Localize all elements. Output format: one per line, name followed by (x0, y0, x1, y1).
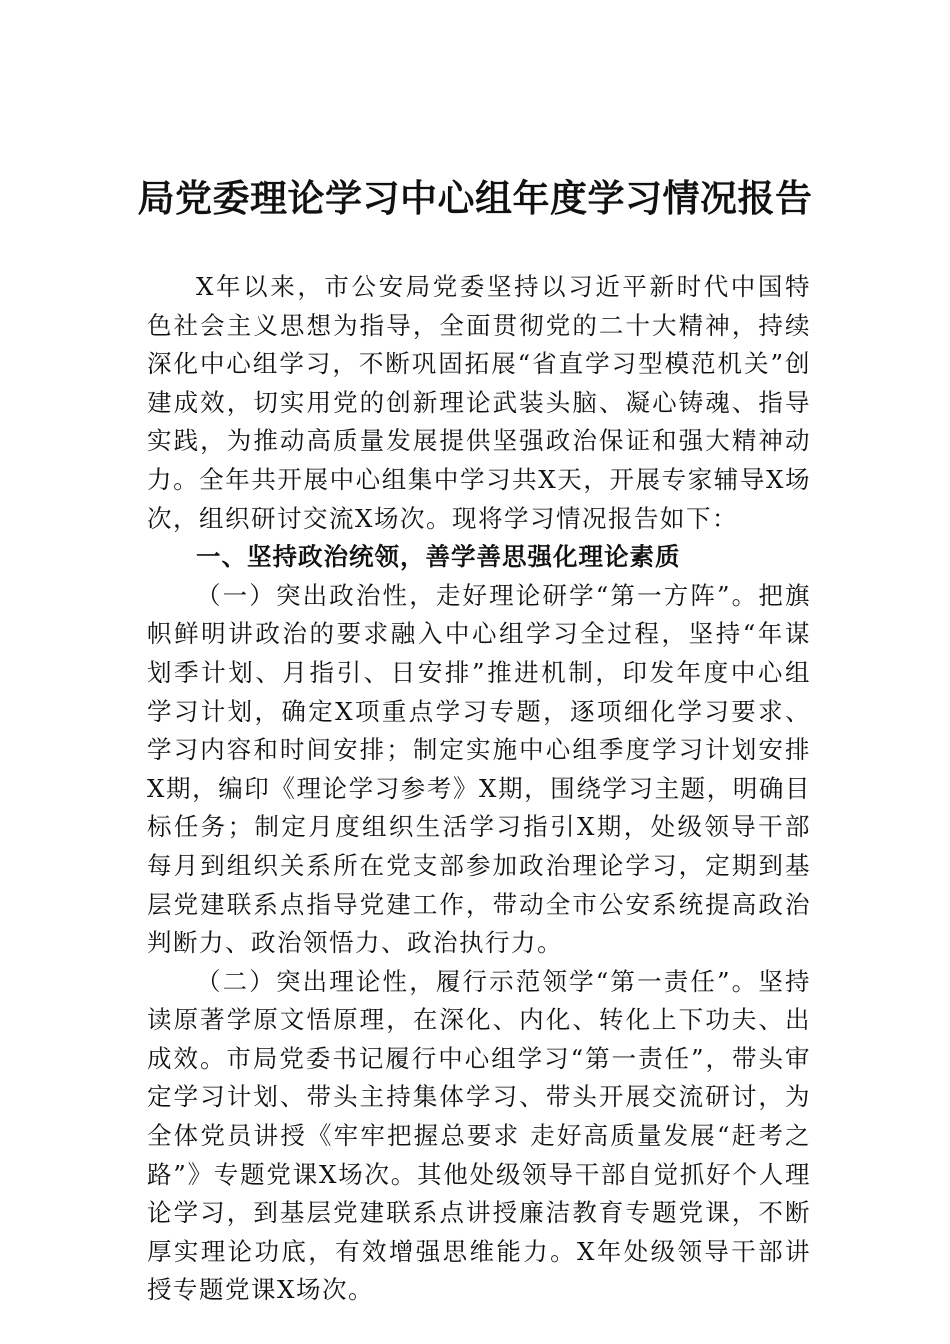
section-heading-1: 一、坚持政治统领，善学善思强化理论素质 (196, 542, 681, 572)
intro-paragraph: X年以来，市公安局党委坚持以习近平新时代中国特色社会主义思想为指导，全面贯彻党的二十大精神，持续深化中心组学习，不断巩固拓展“省直学习型模范机关”创建成效，切实用党的创新理论武装头脑、凝心铸魂、指导实践，为推动高质量发展提供坚强政治保证和强大精神动力。全年共开展中心组集中学习共X天，开展专家辅导X场次，组织研讨交流X场次。现将学习情况报告如下： (147, 272, 811, 533)
subsection-paragraph-2: （二）突出理论性，履行示范领学“第一责任”。坚持读原著学原文悟原理，在深化、内化、转化上下功夫、出成效。市局党委书记履行中心组学习“第一责任”，带头审定学习计划、带头主持集体学习、带头开展交流研讨，为全体党员讲授《牢牢把握总要求 走好高质量发展“赶考之路”》专题党课X场次。其他处级领导干部自觉抓好个人理论学习，到基层党建联系点讲授廉洁教育专题党课，不断厚实理论功底，有效增强思维能力。X年处级领导干部讲授专题党课X场次。 (147, 966, 811, 1305)
subsection-paragraph-1: （一）突出政治性，走好理论研学“第一方阵”。把旗帜鲜明讲政治的要求融入中心组学习全过程，坚持“年谋划季计划、月指引、日安排”推进机制，印发年度中心组学习计划，确定X项重点学习专题，逐项细化学习要求、学习内容和时间安排；制定实施中心组季度学习计划安排X期，编印《理论学习参考》X期，围绕学习主题，明确目标任务；制定月度组织生活学习指引X期，处级领导干部每月到组织关系所在党支部参加政治理论学习，定期到基层党建联系点指导党建工作，带动全市公安系统提高政治判断力、政治领悟力、政治执行力。 (147, 580, 811, 958)
document-body (147, 268, 811, 1310)
document-title: 局党委理论学习中心组年度学习情况报告 (137, 176, 813, 220)
